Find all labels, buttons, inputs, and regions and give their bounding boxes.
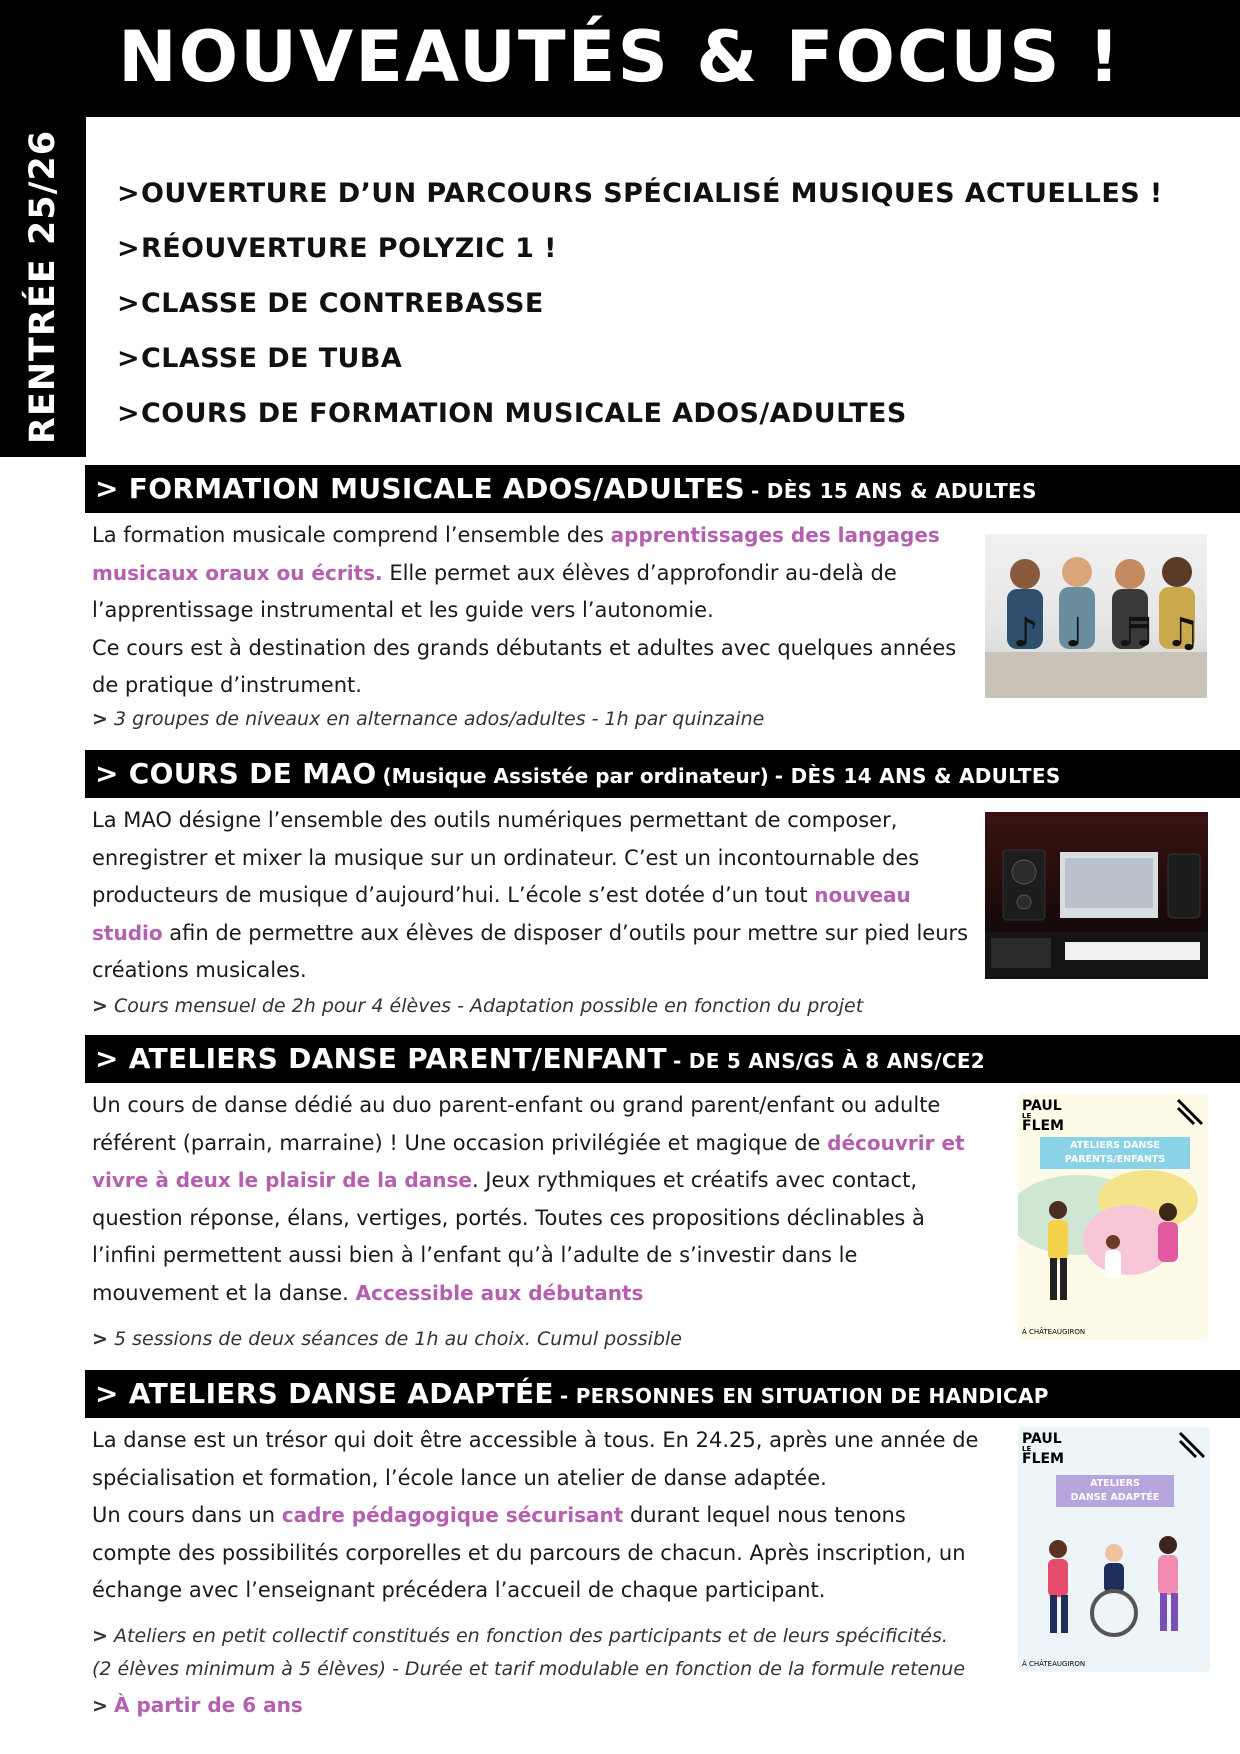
- section-body: Un cours de danse dédié au duo parent-enfant ou grand parent/enfant ou adulte référent (parrain, marraine) ! Une occasion privilégiée et magique de découvrir et vivre à deux le plaisir de la danse. Jeux rythmiques et créatifs avec contact, question réponse, élans, vertiges, portés. Toutes ces propositions déclinables à l’infini permettent aussi bien à l’enfant qu’à l’adulte de s’investir dans le mouvement et la danse. Accessible aux débutants: [92, 1093, 965, 1305]
- section-body: La formation musicale comprend l’ensemble des apprentissages des langages musicaux oraux ou écrits. Elle permet aux élèves d’approfondir au-delà de l’apprentissage instrumental et les guide vers l’autonomie. Ce cours est à destination des grands débutants et adultes avec quelques années de pratique d’instrument.: [92, 523, 957, 697]
- section-header: > ATELIERS DANSE ADAPTÉE - PERSONNES EN SITUATION DE HANDICAP: [85, 1370, 1240, 1418]
- news-item: >RÉOUVERTURE POLYZIC 1 !: [117, 221, 1217, 276]
- arrow-icon: >: [117, 398, 141, 429]
- section-note-age: > À partir de 6 ans: [92, 1693, 303, 1717]
- dancers-illustration: [1018, 1170, 1208, 1320]
- arrow-icon: >: [117, 343, 141, 374]
- side-label: RENTRÉE 25/26: [23, 129, 63, 445]
- section-header: > COURS DE MAO (Musique Assistée par ordinateur) - DÈS 14 ANS & ADULTES: [85, 750, 1240, 798]
- news-item: >CLASSE DE CONTREBASSE: [117, 276, 1217, 331]
- poster-danse-adaptee: PAUL LE FLEM ATELIERS DANSE ADAPTÉE À CHÂTEAUGIRON: [1018, 1427, 1210, 1672]
- section-header: > ATELIERS DANSE PARENT/ENFANT - DE 5 ANS/GS À 8 ANS/CE2: [85, 1035, 1240, 1083]
- section-note: > Cours mensuel de 2h pour 4 élèves - Adaptation possible en fonction du projet: [92, 995, 864, 1017]
- corner-mark-icon: [1178, 1431, 1206, 1459]
- arrow-icon: >: [117, 233, 141, 264]
- news-item: >OUVERTURE D’UN PARCOURS SPÉCIALISÉ MUSIQUES ACTUELLES !: [117, 166, 1217, 221]
- section-note: > Ateliers en petit collectif constitués en fonction des participants et de leurs spécificités.: [92, 1625, 948, 1647]
- poster-parents-enfants: PAUL LE FLEM ATELIERS DANSE PARENTS/ENFANTS À CHÂTEAUGIRON: [1018, 1094, 1208, 1340]
- section-body: La MAO désigne l’ensemble des outils numériques permettant de composer, enregistrer et mixer la musique sur un ordinateur. C’est un incontournable des producteurs de musique d’aujourd’hui. L’école s’est dotée d’un tout nouveau studio afin de permettre aux élèves de disposer d’outils pour mettre sur pied leurs créations musicales.: [92, 808, 969, 982]
- section-header: > FORMATION MUSICALE ADOS/ADULTES - DÈS 15 ANS & ADULTES: [85, 465, 1240, 513]
- news-item: >COURS DE FORMATION MUSICALE ADOS/ADULTES: [117, 386, 1217, 441]
- svg-text:♪: ♪: [1013, 610, 1039, 656]
- section-note: (2 élèves minimum à 5 élèves) - Durée et tarif modulable en fonction de la formule retenue: [92, 1658, 966, 1680]
- studio-photo: [985, 812, 1208, 979]
- svg-text:♫: ♫: [1165, 610, 1201, 656]
- news-item: >CLASSE DE TUBA: [117, 331, 1217, 386]
- music-students-photo: [985, 534, 1207, 698]
- section-note: > 3 groupes de niveaux en alternance ados/adultes - 1h par quinzaine: [92, 708, 765, 730]
- arrow-icon: >: [117, 288, 141, 319]
- corner-mark-icon: [1176, 1098, 1204, 1126]
- svg-text:♩: ♩: [1065, 610, 1084, 656]
- svg-text:♬: ♬: [1117, 610, 1153, 656]
- news-list: [117, 166, 1217, 441]
- arrow-icon: >: [117, 178, 141, 209]
- adapted-dancers-illustration: [1018, 1519, 1210, 1649]
- page-title: NOUVEAUTÉS & FOCUS !: [118, 16, 1122, 98]
- section-note: > 5 sessions de deux séances de 1h au choix. Cumul possible: [92, 1328, 682, 1350]
- section-body: La danse est un trésor qui doit être accessible à tous. En 24.25, après une année de spécialisation et formation, l’école lance un atelier de danse adaptée. Un cours dans un cadre pédagogique sécurisant durant lequel nous tenons compte des possibilités corporelles et du parcours de chacun. Après inscription, un échange avec l’enseignant précédera l’accueil de chaque participant.: [92, 1428, 979, 1602]
